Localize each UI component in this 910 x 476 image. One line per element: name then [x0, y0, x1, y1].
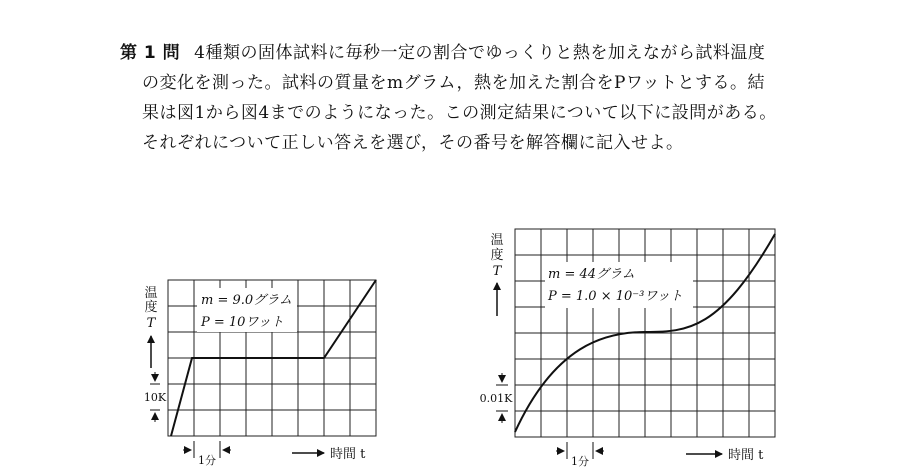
graph-2-ylabel-char-2: 度: [490, 248, 504, 263]
graph-1-param-m: m = 9.0グラム: [201, 293, 293, 308]
graph-2-param-p: P = 1.0 × 10⁻³ワット: [548, 289, 683, 304]
graph-1-param-p: P = 10ワット: [201, 315, 284, 330]
graph-2: [480, 229, 775, 468]
graph-1-x-label: 時間 t: [330, 447, 366, 462]
graph-1-time-scale-label: 1分: [198, 454, 216, 467]
graph-2-time-scale-label: 1分: [571, 455, 589, 468]
graph-1-ylabel-char-1: 温: [144, 286, 158, 301]
question-number: 第 1 問: [120, 43, 181, 63]
question-line-4: それぞれについて正しい答えを選び，その番号を解答欄に記入せよ。: [142, 133, 684, 153]
graph-2-y-symbol: T: [492, 264, 502, 279]
question-line-2: の変化を測った。試料の質量をmグラム，熱を加えた割合をPワットとする。結: [142, 73, 766, 93]
graph-2-scale-label: 0.01K: [479, 392, 513, 405]
question-line-1-text: 4種類の固体試料に毎秒一定の割合でゆっくりと熱を加えながら試料温度: [194, 43, 766, 63]
graph-1: [144, 280, 376, 467]
question-line-3: 果は図1から図4までのようになった。この測定結果について以下に設問がある。: [142, 103, 777, 123]
graph-2-x-label: 時間 t: [728, 448, 764, 463]
graph-1-y-symbol: T: [146, 316, 156, 331]
graph-2-param-m: m = 44グラム: [548, 267, 635, 282]
graph-1-ylabel-char-2: 度: [144, 300, 158, 315]
graph-2-ylabel-char-1: 温: [490, 233, 504, 248]
graph-1-scale-label: 10K: [143, 391, 167, 404]
